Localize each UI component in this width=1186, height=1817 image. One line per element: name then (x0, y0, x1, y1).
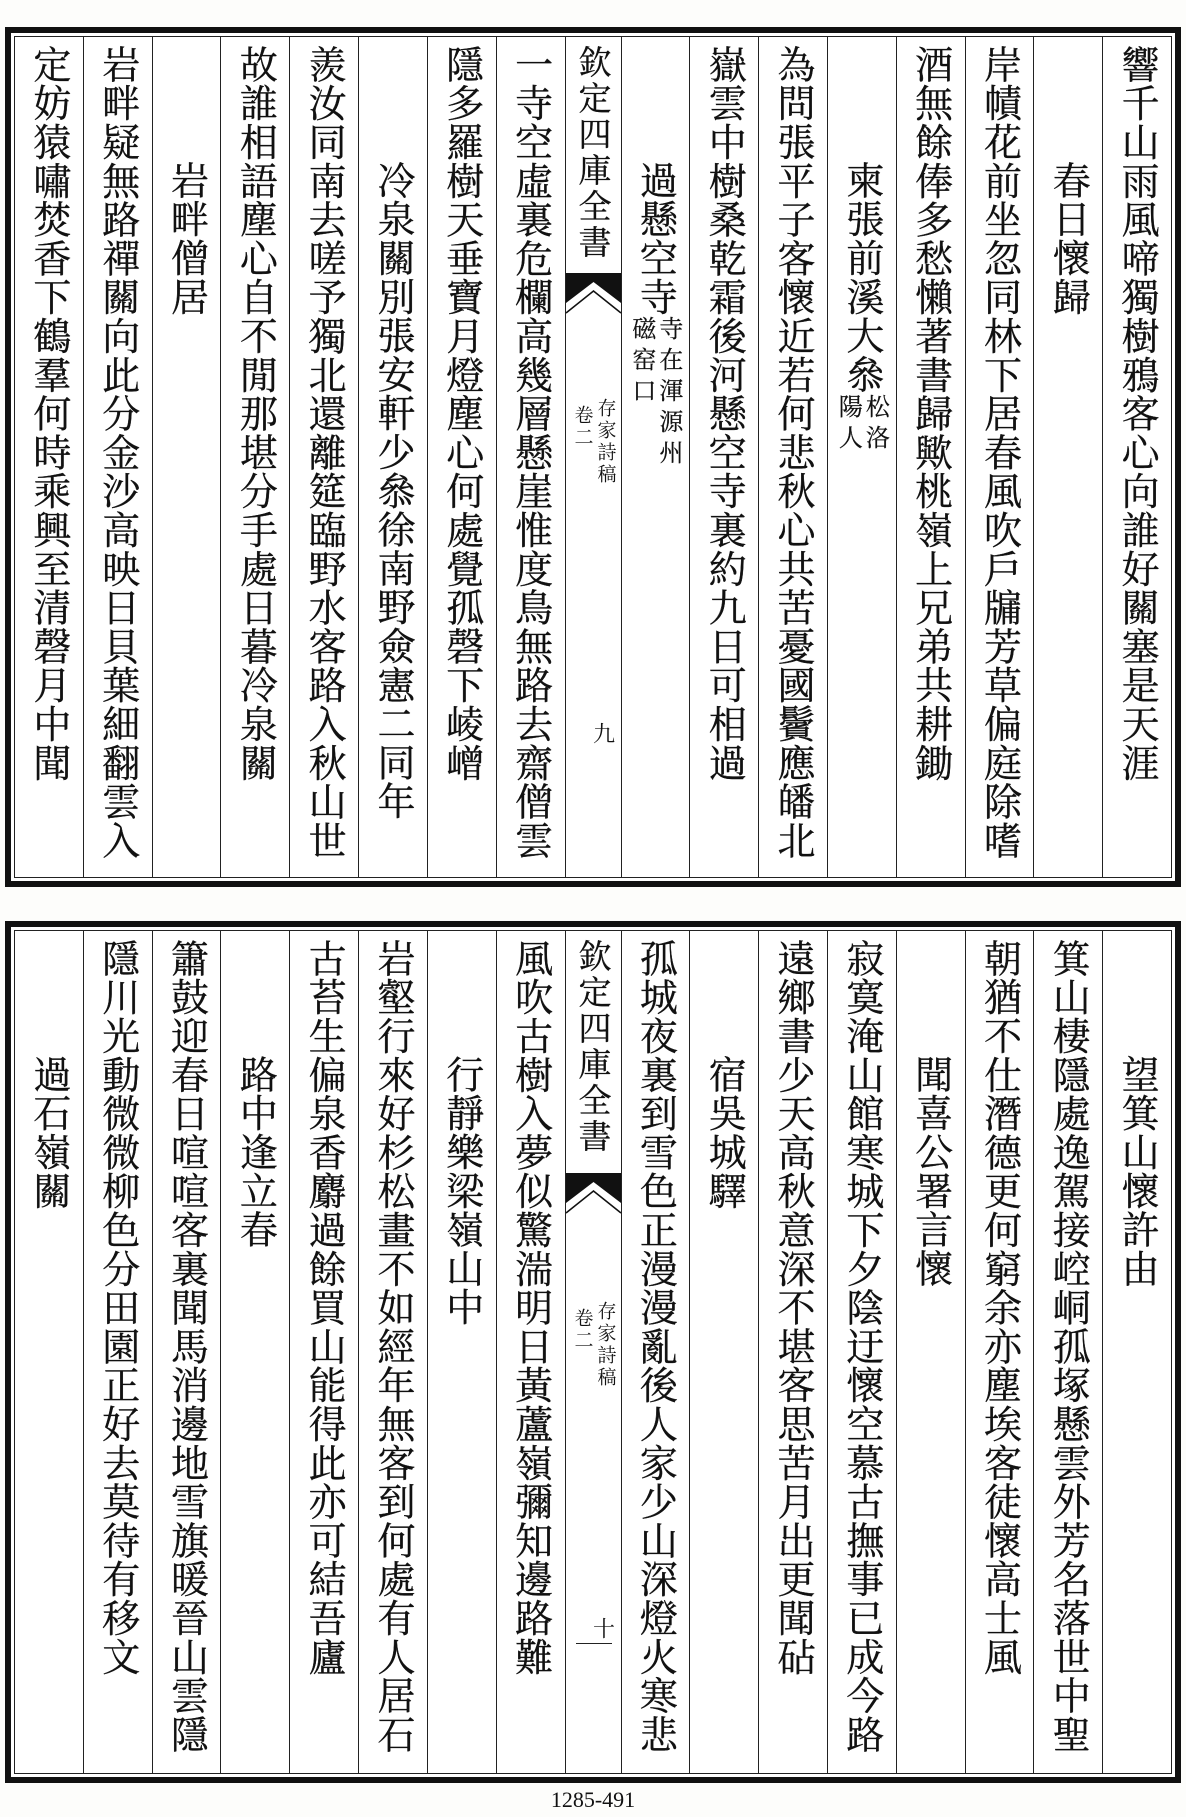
verse-text: 孤城夜裏到雪色正漫漫亂後人家少山深燈火寒悲 (633, 939, 678, 1754)
poem-title: 行靜樂梁嶺山中 (439, 1055, 484, 1327)
verse-text: 響千山雨風啼獨樹鴉客心向誰好關塞是天涯 (1115, 45, 1160, 783)
text-column (1033, 931, 1102, 1773)
collection-title: 存家詩稿 (594, 1301, 617, 1389)
poem-title: 春日懷歸 (1046, 161, 1091, 317)
title-column (1102, 931, 1171, 1773)
verse-text: 隱川光動微微柳色分田園正好去莫待有移文 (95, 939, 140, 1677)
verse-text: 朝猶不仕潛德更何窮余亦塵埃客徒懷高士風 (977, 939, 1022, 1677)
title-column (358, 37, 427, 877)
title-column (220, 931, 289, 1773)
title-column (427, 931, 496, 1773)
text-column (496, 931, 565, 1773)
verse-text: 岸幘花前坐忽同林下居春風吹戶牖芳草偏庭除嗜 (977, 45, 1022, 860)
poem-title: 聞喜公署言懷 (908, 1055, 953, 1288)
volume-label: 卷二 (571, 405, 594, 449)
title-column (621, 37, 690, 877)
verse-text: 岩畔疑無路禪關向此分金沙高映日貝葉細翻雲入 (95, 45, 140, 860)
collection-title: 存家詩稿 (594, 398, 617, 486)
center-margin-column (565, 931, 621, 1773)
title-column (152, 37, 221, 877)
page-number-rule (576, 1643, 612, 1644)
bottom-page-panel (5, 921, 1181, 1783)
top-page-panel (5, 27, 1181, 887)
text-column (358, 931, 427, 1773)
fish-tail-mark-icon (566, 1173, 621, 1217)
verse-text: 風吹古樹入夢似驚湍明日黃蘆嶺彌知邊路難 (508, 939, 553, 1677)
text-column (689, 37, 758, 877)
page-number: 九 (589, 722, 615, 744)
text-column (621, 931, 690, 1773)
verse-text: 酒無餘俸多愁懶著書歸歟桃嶺上兄弟共耕鋤 (908, 45, 953, 783)
annotation-line-right: 寺在渾源州 (654, 316, 683, 472)
text-column (758, 931, 827, 1773)
poem-title: 望箕山懷許由 (1115, 1055, 1160, 1288)
page-number: 十 (589, 1617, 615, 1639)
center-margin-column (565, 37, 621, 877)
text-column (289, 37, 358, 877)
text-column (496, 37, 565, 877)
verse-text: 羨汝同南去嗟予獨北還離筵臨野水客路入秋山世 (302, 45, 347, 860)
title-column (1033, 37, 1102, 877)
verse-text: 嶽雲中樹桑乾霜後河懸空寺裏約九日可相過 (702, 45, 747, 783)
verse-text: 岩壑行來好杉松畫不如經年無客到何處有人居石 (370, 939, 415, 1754)
poem-title: 宿吳城驛 (702, 1055, 747, 1211)
title-column (896, 931, 965, 1773)
text-column (965, 37, 1034, 877)
poem-title: 過懸空寺 (633, 161, 678, 317)
text-column (1102, 37, 1171, 877)
text-frame (14, 930, 1172, 1774)
verse-text: 遠鄉書少天高秋意深不堪客思苦月出更聞砧 (771, 939, 816, 1677)
poem-title: 路中逢立春 (233, 1055, 278, 1249)
text-column (896, 37, 965, 877)
text-column (83, 37, 152, 877)
page-label: 1285-491 (550, 1787, 636, 1812)
title-column (15, 931, 83, 1773)
text-column (83, 931, 152, 1773)
verse-text: 古苔生偏泉香麝過餘買山能得此亦可結吾廬 (302, 939, 347, 1677)
verse-text: 寂寞淹山館寒城下夕陰迂懷空慕古撫事已成今路 (839, 939, 884, 1754)
verse-text: 箕山棲隱處逸駕接崆峒孤塚懸雲外芳名落世中聖 (1046, 939, 1091, 1754)
text-column (289, 931, 358, 1773)
poem-title: 過石嶺關 (26, 1055, 71, 1211)
poem-title: 冷泉關別張安軒少叅徐南野僉憲二同年 (370, 161, 415, 821)
book-title: 欽定四庫全書 (573, 45, 613, 261)
text-column (220, 37, 289, 877)
text-column (965, 931, 1034, 1773)
text-column (15, 37, 83, 877)
verse-text: 簫鼓迎春日喧喧客裏聞馬消邊地雪旗暖晉山雲隱 (164, 939, 209, 1754)
text-column (758, 37, 827, 877)
verse-text: 為問張平子客懷近若何悲秋心共苦憂國鬢應皤北 (771, 45, 816, 860)
verse-text: 隱多羅樹天垂寶月燈塵心何處覺孤磬下崚嶒 (439, 45, 484, 783)
verse-text: 一寺空虛裏危欄高幾層懸崖惟度鳥無路去齋僧雲 (508, 45, 553, 860)
volume-label: 卷二 (571, 1308, 594, 1352)
annotation-note (627, 316, 683, 472)
poem-title: 柬張前溪大叅 (839, 161, 884, 394)
title-column (689, 931, 758, 1773)
text-frame (14, 36, 1172, 878)
text-column (427, 37, 496, 877)
annotation-note (834, 393, 890, 456)
book-title: 欽定四庫全書 (573, 939, 613, 1155)
annotation-line-left: 磁窑口 (627, 316, 656, 410)
text-column (827, 931, 896, 1773)
fish-tail-mark-icon (566, 273, 621, 317)
verse-text: 故誰相語塵心自不閒那堪分手處日暮冷泉關 (233, 45, 278, 783)
annotation-line-right: 松洛 (861, 393, 890, 456)
annotation-line-left: 陽人 (834, 393, 863, 456)
title-column (827, 37, 896, 877)
poem-title: 岩畔僧居 (164, 161, 209, 317)
text-column (152, 931, 221, 1773)
verse-text: 定妨猿嘯焚香下鶴羣何時乘興至清磬月中聞 (26, 45, 71, 783)
